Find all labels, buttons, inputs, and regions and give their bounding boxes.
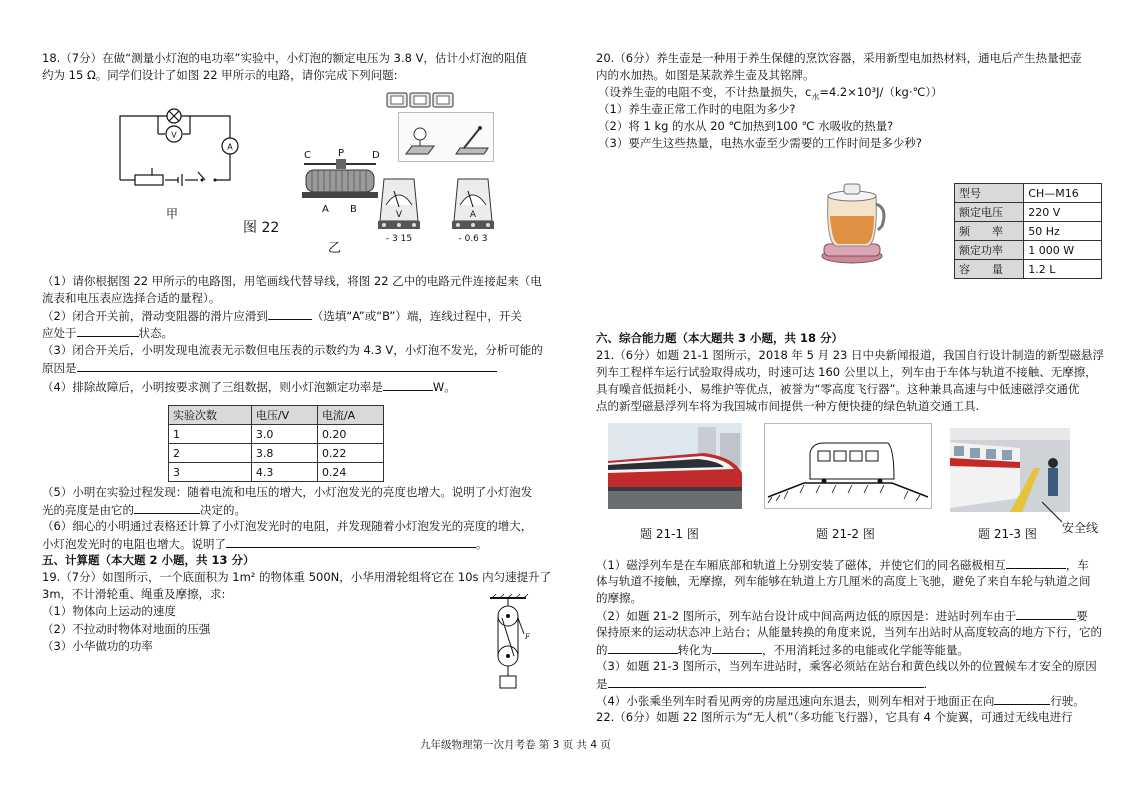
- force-label: F: [525, 633, 530, 641]
- plate-key: 额定功率: [955, 241, 1024, 260]
- q21-p3-line2: [596, 675, 927, 692]
- answer-blank-resistance[interactable]: [226, 535, 476, 548]
- maglev-train-photo: [608, 423, 742, 509]
- table-header-row: [169, 406, 384, 425]
- q21-p1b: ，车: [1065, 558, 1089, 572]
- label-fig22: 图 22: [243, 220, 280, 236]
- q18-p2d: 状态。: [138, 326, 173, 340]
- table-cell: 0.20: [317, 425, 383, 444]
- q20-l3-sub: 水: [811, 92, 820, 102]
- table-cell: 4.3: [251, 463, 317, 482]
- rheostat-letter-a: A: [322, 204, 329, 215]
- q18-p1a: （1）请你根据图 22 甲所示的电路图，用笔画线代替导线，将图 22 乙中的电路元件连接起来（电: [42, 274, 542, 288]
- ammeter-image: [446, 175, 500, 247]
- diagram-a-label: A: [227, 142, 233, 152]
- q21-p4b: 行驶。: [1050, 694, 1085, 708]
- q18-p5a: （5）小明在实验过程发现：随着电流和电压的增大，小灯泡发光的亮度也增大。说明了小灯泡发: [42, 485, 533, 499]
- section6-heading: 六、综合能力题（本大题共 3 小题，共 18 分）: [596, 331, 844, 345]
- plate-value: 50 Hz: [1024, 222, 1102, 241]
- pulley-diagram: [478, 594, 538, 690]
- q21-p4a: （4）小张乘坐列车时看见两旁的房屋迅速向东退去，则列车相对于地面正在向: [596, 694, 995, 708]
- diagram-v-label: V: [171, 130, 177, 140]
- rheostat-image: [300, 148, 380, 220]
- answer-blank-inertia[interactable]: [1016, 607, 1076, 620]
- q21-p1c: 体与轨道不接触，无摩擦，列车能够在轨道上方几厘米的高度上飞驰，避免了来自车轮与轨道之间: [596, 574, 1091, 588]
- plate-value: 1.2 L: [1024, 260, 1102, 279]
- q18-p6b: 小灯泡发光时的电阻也增大。说明了: [42, 537, 226, 551]
- q21-p2-line3: [596, 641, 969, 658]
- q18-p2-line1: [42, 307, 522, 324]
- q20-l3: （设养生壶的电阻不变，不计热量损失，c: [598, 85, 812, 99]
- q21-p1-line1: [596, 556, 1089, 573]
- q21-line3: 具有噪音低损耗小、易维护等优点，被誉为“零高度飞行器”。这种兼具高速与中低速磁浮交通优: [596, 382, 1080, 396]
- q21-p2c: 保持原来的运动状态冲上站台；从能量转换的角度来说，当列车出站时从高度较高的地方下行，它的: [596, 625, 1102, 639]
- q20-s3: （3）要产生这些热量，电热水壶至少需要的工作时间是多少秒?: [598, 136, 922, 150]
- q21-p4-line: [596, 692, 1085, 709]
- answer-blank-energy-from[interactable]: [608, 641, 678, 654]
- table-row: [955, 241, 1102, 260]
- q18-p2c: 应处于: [42, 326, 77, 340]
- q18-p4-line: [42, 378, 456, 395]
- q18-line2: 约为 15 Ω。同学们设计了如图 22 甲所示的电路，请你完成下列问题:: [42, 68, 398, 82]
- ammeter-symbol: A: [469, 210, 477, 220]
- q21-p2d: 的: [596, 643, 608, 657]
- table-cell: 3.0: [251, 425, 317, 444]
- q21-p2-line1: [596, 607, 1088, 624]
- q18-p6c: 。: [476, 537, 488, 551]
- table-cell: 1: [169, 425, 252, 444]
- q18-p3a: （3）闭合开关后，小明发现电流表无示数但电压表的示数约为 4.3 V，小灯泡不发光，分析可能的: [42, 343, 543, 357]
- table-cell: 2: [169, 444, 252, 463]
- q18-p4u: W。: [432, 380, 456, 394]
- safety-line-label: 安全线: [1062, 521, 1099, 535]
- plate-value: CH—M16: [1024, 184, 1102, 203]
- q18-p5c: 决定的。: [200, 503, 246, 517]
- q18-p4: （4）排除故障后，小明按要求测了三组数据，则小灯泡额定功率是: [42, 380, 383, 394]
- voltmeter-image: [374, 175, 424, 247]
- answer-blank-magnet[interactable]: [1006, 556, 1066, 569]
- rheostat-letter-p: P: [338, 148, 345, 159]
- plate-key: 容 量: [955, 260, 1024, 279]
- table-header: 电流/A: [317, 406, 383, 425]
- q21-p2b: 要: [1076, 609, 1088, 623]
- q21-line2: 列车工程样车运行试验取得成功，时速可达 160 公里以上，列车由于车体与轨道不接触、无摩擦，: [596, 365, 1097, 379]
- q22-line1: 22.（6分）如题 22 图所示为“无人机”（多功能飞行器），它具有 4 个旋翼，可通过无线电进行: [596, 710, 1073, 724]
- q18-p6a: （6）细心的小明通过表格还计算了小灯泡发光时的电阻，并发现随着小灯泡发光的亮度的增大，: [42, 519, 533, 533]
- q20-line2: 内的水加热。如图是某款养生壶及其铭牌。: [596, 68, 815, 82]
- answer-blank-cause[interactable]: [77, 359, 497, 372]
- table-header: 实验次数: [169, 406, 252, 425]
- kettle-image: [816, 176, 890, 266]
- rheostat-letter-b: B: [350, 204, 357, 215]
- station-diagram: [764, 423, 932, 509]
- q18-p5b: 光的亮度是由它的: [42, 503, 134, 517]
- ammeter-scale: - 0.6 3: [458, 234, 488, 244]
- q21-p1a: （1）磁浮列车是在车厢底部和轨道上分别安装了磁体，并使它们的同名磁极相互: [596, 558, 1006, 572]
- answer-blank-direction[interactable]: [994, 692, 1050, 705]
- label-yi: 乙: [328, 241, 342, 256]
- q18-p6-line2: [42, 535, 488, 552]
- table-header: 电压/V: [251, 406, 317, 425]
- battery-pack-image: [386, 90, 456, 110]
- rheostat-letter-d: D: [372, 150, 380, 161]
- voltmeter-symbol: V: [395, 210, 403, 220]
- plate-value: 220 V: [1024, 203, 1102, 222]
- table-cell: 0.22: [317, 444, 383, 463]
- table-cell: 3.8: [251, 444, 317, 463]
- plate-key: 型号: [955, 184, 1024, 203]
- table-row: [955, 184, 1102, 203]
- q18-p2b: （选填“A”或“B”）端，连线过程中，开关: [311, 309, 522, 323]
- table-row: [169, 463, 384, 482]
- q20-line1: 20.（6分）养生壶是一种用于养生保健的烹饮容器，采用新型电加热材料，通电后产生热量把壶: [596, 51, 1082, 65]
- table-cell: 0.24: [317, 463, 383, 482]
- circuit-diagram: [110, 98, 250, 198]
- answer-blank-switch[interactable]: [77, 324, 139, 337]
- caption-fig21-2: 题 21-2 图: [816, 527, 875, 541]
- caption-fig21-1: 题 21-1 图: [640, 527, 699, 541]
- answer-blank-energy-to[interactable]: [712, 641, 762, 654]
- table-row: [955, 222, 1102, 241]
- q18-p2-line2: [42, 324, 173, 341]
- section5-heading: 五、计算题（本大题 2 小题，共 13 分）: [42, 553, 255, 567]
- label-jia: 甲: [166, 207, 179, 221]
- answer-blank-brightness[interactable]: [134, 501, 200, 514]
- q21-p2e: 转化为: [677, 643, 712, 657]
- q21-p2f: ，不用消耗过多的电能或化学能等能量。: [762, 643, 969, 657]
- safety-line-pointer: [1040, 500, 1064, 526]
- q19-s3: （3）小华做功的功率: [42, 639, 153, 653]
- q20-s2: （2）将 1 kg 的水从 20 ℃加热到100 ℃ 水吸收的热量?: [598, 119, 894, 133]
- plate-key: 额定电压: [955, 203, 1024, 222]
- q19-s2: （2）不拉动时物体对地面的压强: [42, 622, 211, 636]
- q21-p3b: 是: [596, 677, 608, 691]
- caption-fig21-3: 题 21-3 图: [978, 527, 1037, 541]
- table-cell: 3: [169, 463, 252, 482]
- plate-value: 1 000 W: [1024, 241, 1102, 260]
- table-row: [955, 203, 1102, 222]
- plate-key: 频 率: [955, 222, 1024, 241]
- table-row: [955, 260, 1102, 279]
- table-row: [169, 425, 384, 444]
- q18-p3b: 原因是: [42, 361, 77, 375]
- q21-line4: 点的新型磁悬浮列车将为我国城市间提供一种方便快捷的绿色轨道交通工具.: [596, 399, 980, 413]
- q21-line1: 21.（6分）如题 21-1 图所示，2018 年 5 月 23 日中央新闻报道，我国自行设计制造的新型磁悬浮: [596, 348, 1105, 362]
- page-footer: 九年级物理第一次月考卷 第 3 页 共 4 页: [420, 739, 611, 751]
- data-table: [168, 405, 384, 482]
- q19-line2: 3m，不计滑轮重、绳重及摩擦，求:: [42, 587, 226, 601]
- q21-p2a: （2）如题 21-2 图所示，列车站台设计成中间高两边低的原因是：进站时列车由于: [596, 609, 1017, 623]
- q21-p1d: 的摩擦。: [596, 591, 642, 605]
- answer-blank-slider[interactable]: [268, 307, 312, 320]
- q21-p3c: .: [923, 677, 928, 691]
- table-row: [169, 444, 384, 463]
- q19-line1: 19.（7分）如图所示，一个底面积为 1m² 的物体重 500N，小华用滑轮组将它在 10s 内匀速提升了: [42, 570, 552, 584]
- answer-blank-safety-reason[interactable]: [608, 675, 924, 688]
- q21-p3a: （3）如题 21-3 图所示，当列车进站时，乘客必须站在站台和黄色线以外的位置候车才安全的原因: [596, 659, 1097, 673]
- q18-line1: 18.（7分）在做“测量小灯泡的电功率”实验中，小灯泡的额定电压为 3.8 V，估计小灯泡的阻值: [42, 51, 527, 65]
- q20-l3b: =4.2×10³J/（kg·℃））: [819, 85, 943, 99]
- q18-p5-line2: [42, 501, 246, 518]
- bulb-switch-image: [398, 112, 494, 162]
- rheostat-letter-c: C: [304, 150, 311, 161]
- nameplate-table: [954, 183, 1102, 279]
- answer-blank-power[interactable]: [383, 378, 433, 391]
- q19-s1: （1）物体向上运动的速度: [42, 604, 176, 618]
- q18-p3-line2: [42, 359, 497, 376]
- q18-p2a: （2）闭合开关前，滑动变阻器的滑片应滑到: [42, 309, 268, 323]
- q20-s1: （1）养生壶正常工作时的电阻为多少?: [598, 102, 796, 116]
- voltmeter-scale: - 3 15: [385, 234, 413, 244]
- q18-p1b: 流表和电压表应选择合适的量程）。: [42, 291, 221, 305]
